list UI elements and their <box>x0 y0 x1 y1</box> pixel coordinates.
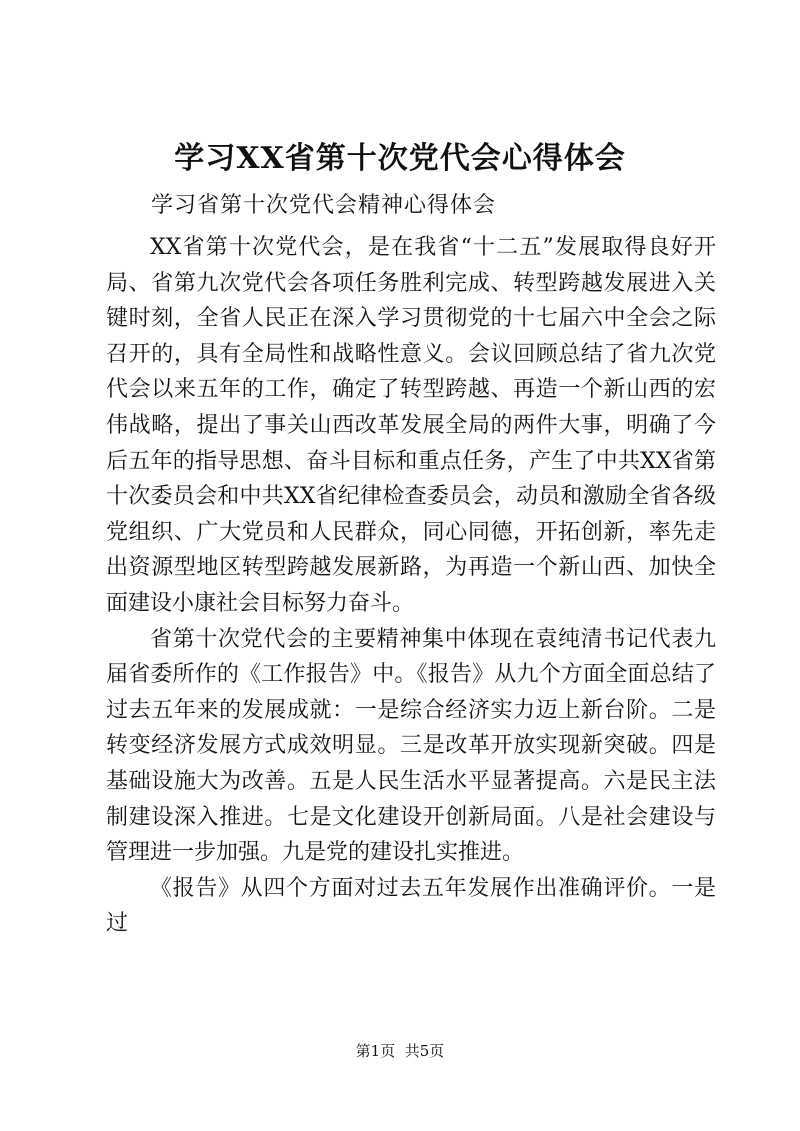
paragraph: 《报告》从四个方面对过去五年发展作出准确评价。一是过 <box>106 875 716 937</box>
body-text <box>106 230 716 942</box>
page-total: 共5页 <box>404 1042 445 1060</box>
subtitle: 学习省第十次党代会精神心得体会 <box>151 193 497 218</box>
paragraph: 省第十次党代会的主要精神集中体现在袁纯清书记代表九届省委所作的《工作报告》中。《报告》从九个方面全面总结了过去五年来的发展成就：一是综合经济实力迈上新台阶。二是转变经济发展方式成效明显。三是改革开放实现新突破。四是基础设施大为改善。五是人民生活水平显著提高。六是民主法制建设深入推进。七是文化建设开创新局面。八是社会建设与管理进一步加强。九是党的建设扎实推进。 <box>106 626 716 866</box>
paragraph: XX省第十次党代会，是在我省“十二五”发展取得良好开局、省第九次党代会各项任务胜利完成、转型跨越发展进入关键时刻，全省人民正在深入学习贯彻党的十七届六中全会之际召开的，具有全局性和战略性意义。会议回顾总结了省九次党代会以来五年的工作，确定了转型跨越、再造一个新山西的宏伟战略，提出了事关山西改革发展全局的两件大事，明确了今后五年的指导思想、奋斗目标和重点任务，产生了中共XX省第十次委员会和中共XX省纪律检查委员会，动员和激励全省各级党组织、广大党员和人民群众，同心同德，开拓创新，率先走出资源型地区转型跨越发展新路，为再造一个新山西、加快全面建设小康社会目标努力奋斗。 <box>106 235 716 616</box>
page-title: 学习XX省第十次党代会心得体会 <box>174 141 626 176</box>
page-number: 第1页 <box>355 1042 396 1060</box>
page-footer <box>0 1041 800 1061</box>
